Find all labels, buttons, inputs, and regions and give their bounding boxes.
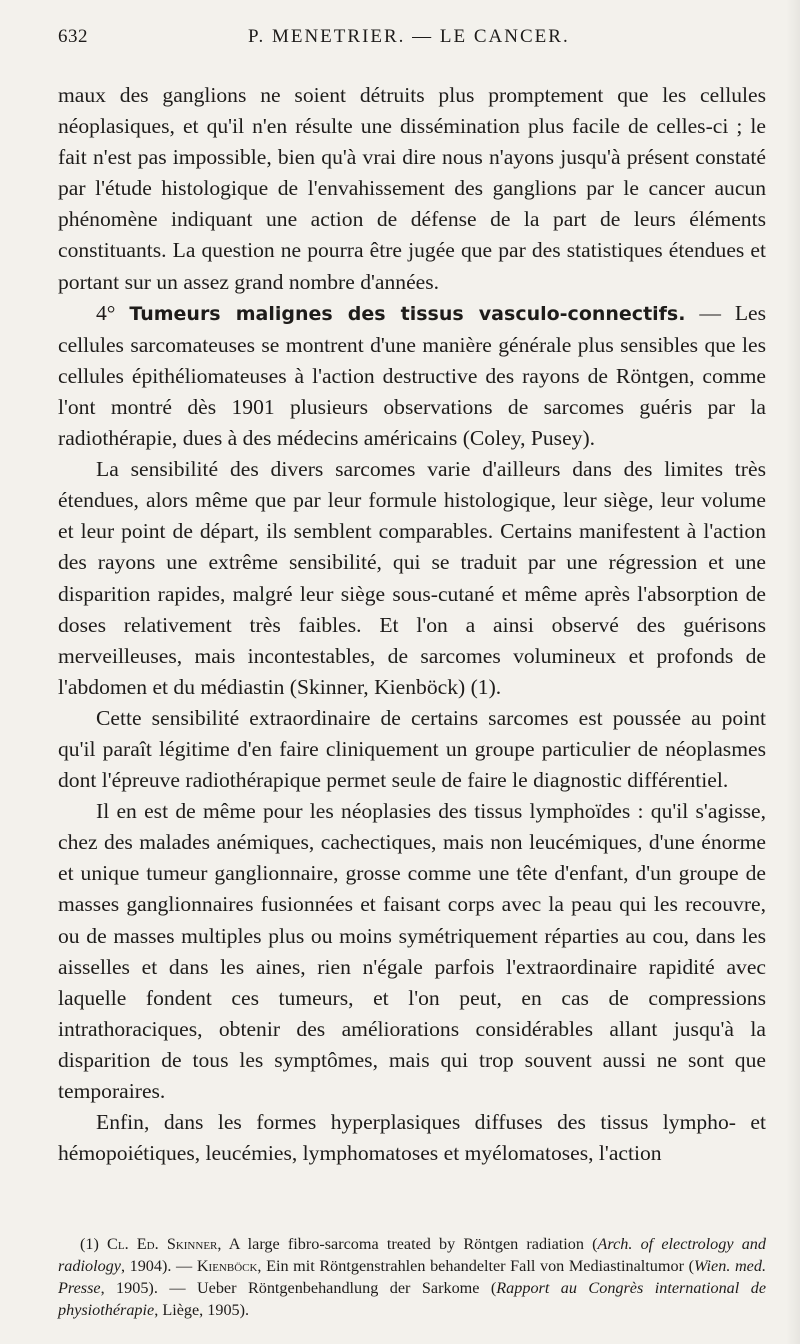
paragraph-2-text: — Les cellules sarcomateuses se montrent d'une manière générale plus sensibles que les cellules épithéliomateuses à l'action destructive des rayons de Röntgen, comme l'ont montré dès 1901 plusieurs observations de sarcomes guéris par la radiothérapie, dues à des médecins américains (Coley, Pusey). bbox=[58, 300, 766, 451]
page-number: 632 bbox=[58, 26, 88, 47]
paragraph-2-section-4 bbox=[58, 298, 766, 454]
footnote-journal-3: Rapport au Congrès international de physiothérapie bbox=[58, 1279, 766, 1319]
paragraph-3: La sensibilité des divers sarcomes varie d'ailleurs dans des limites très étendues, alors même que par leur formule histologique, leur siège, leur volume et leur point de départ, ils semblent comparables. Certains manifestent à l'action des rayons une extrême sensibilité, qui se traduit par une régression et une disparition rapides, malgré leur siège sous-cutané et même après l'absorption de doses relativement très faibles. Et l'on a ainsi observé des guérisons merveilleuses, mais incontestables, de sarcomes volumineux et profonds de l'abdomen et du médiastin (Skinner, Kienböck) (1). bbox=[58, 457, 766, 699]
paragraph-6: Enfin, dans les formes hyperplasiques diffuses des tissus lympho- et hémopoiétiques, leucémies, lymphomatoses et myélomatoses, l'action bbox=[58, 1110, 766, 1166]
paragraph-1: maux des ganglions ne soient détruits plus promptement que les cellules néoplasiques, et qu'il n'en résulte une dissémination plus facile de celles-ci ; le fait n'est pas impossible, bien qu'à vrai dire nous n'ayons jusqu'à présent constaté par l'étude histologique de l'envahissement des ganglions par le cancer aucun phénomène indiquant une action de défense de la part de leurs éléments constituants. La question ne pourra être jugée que par des statistiques étendues et portant sur un assez grand nombre d'années. bbox=[58, 83, 766, 294]
footnote-text-5: , Liège, 1905). bbox=[154, 1301, 250, 1319]
footnote-author-1: Cl. Ed. Skinner bbox=[107, 1235, 218, 1253]
running-head: P. MENETRIER. — LE CANCER. bbox=[248, 26, 570, 47]
paragraph-4: Cette sensibilité extraordinaire de certains sarcomes est poussée au point qu'il paraît légitime d'en faire cliniquement un groupe particulier de néoplasmes dont l'épreuve radiothérapique permet seule de faire le diagnostic différentiel. bbox=[58, 705, 766, 793]
footnote-1 bbox=[58, 1233, 766, 1321]
footnote-journal-2: Wien. med. Presse bbox=[58, 1257, 767, 1297]
page-header bbox=[58, 16, 758, 50]
footnote-text-4: , 1905). — Ueber Röntgenbehandlung der Sarkome ( bbox=[100, 1279, 497, 1297]
footnote-text-1: , A large fibro-sarcoma treated by Röntgen radiation ( bbox=[217, 1235, 598, 1253]
footnote-text-2: , 1904). — bbox=[120, 1257, 197, 1275]
footnote-author-2: Kienböck bbox=[196, 1257, 258, 1275]
section-heading: Tumeurs malignes des tissus vasculo-connectifs. bbox=[129, 302, 686, 325]
footnote-journal-1: Arch. of electrology and radiology bbox=[58, 1235, 766, 1275]
page-edge-shadow bbox=[786, 0, 800, 1344]
footnote-text-3: , Ein mit Röntgenstrahlen behandelter Fall von Mediastinaltumor ( bbox=[257, 1257, 694, 1275]
footnote-marker: (1) bbox=[80, 1235, 99, 1253]
section-number: 4° bbox=[96, 300, 116, 325]
body-text bbox=[58, 80, 766, 1169]
paragraph-5: Il en est de même pour les néoplasies des tissus lymphoïdes : qu'il s'agisse, chez des malades anémiques, cachectiques, mais non leucémiques, d'une énorme et unique tumeur ganglionnaire, grosse comme une tête d'enfant, d'un groupe de masses ganglionnaires fusionnées et faisant corps avec la peau qui les recouvre, ou de masses multiples plus ou moins symétriquement réparties au cou, dans les aisselles et dans les aines, rien n'égale parfois l'extraordinaire rapidité avec laquelle fondent ces tumeurs, et l'on peut, en cas de compressions intrathoraciques, obtenir des améliorations considérables allant jusqu'à la disparition de tous les symptômes, mais qui trop souvent aussi ne sont que temporaires. bbox=[58, 799, 766, 1103]
footnotes bbox=[58, 1233, 766, 1321]
